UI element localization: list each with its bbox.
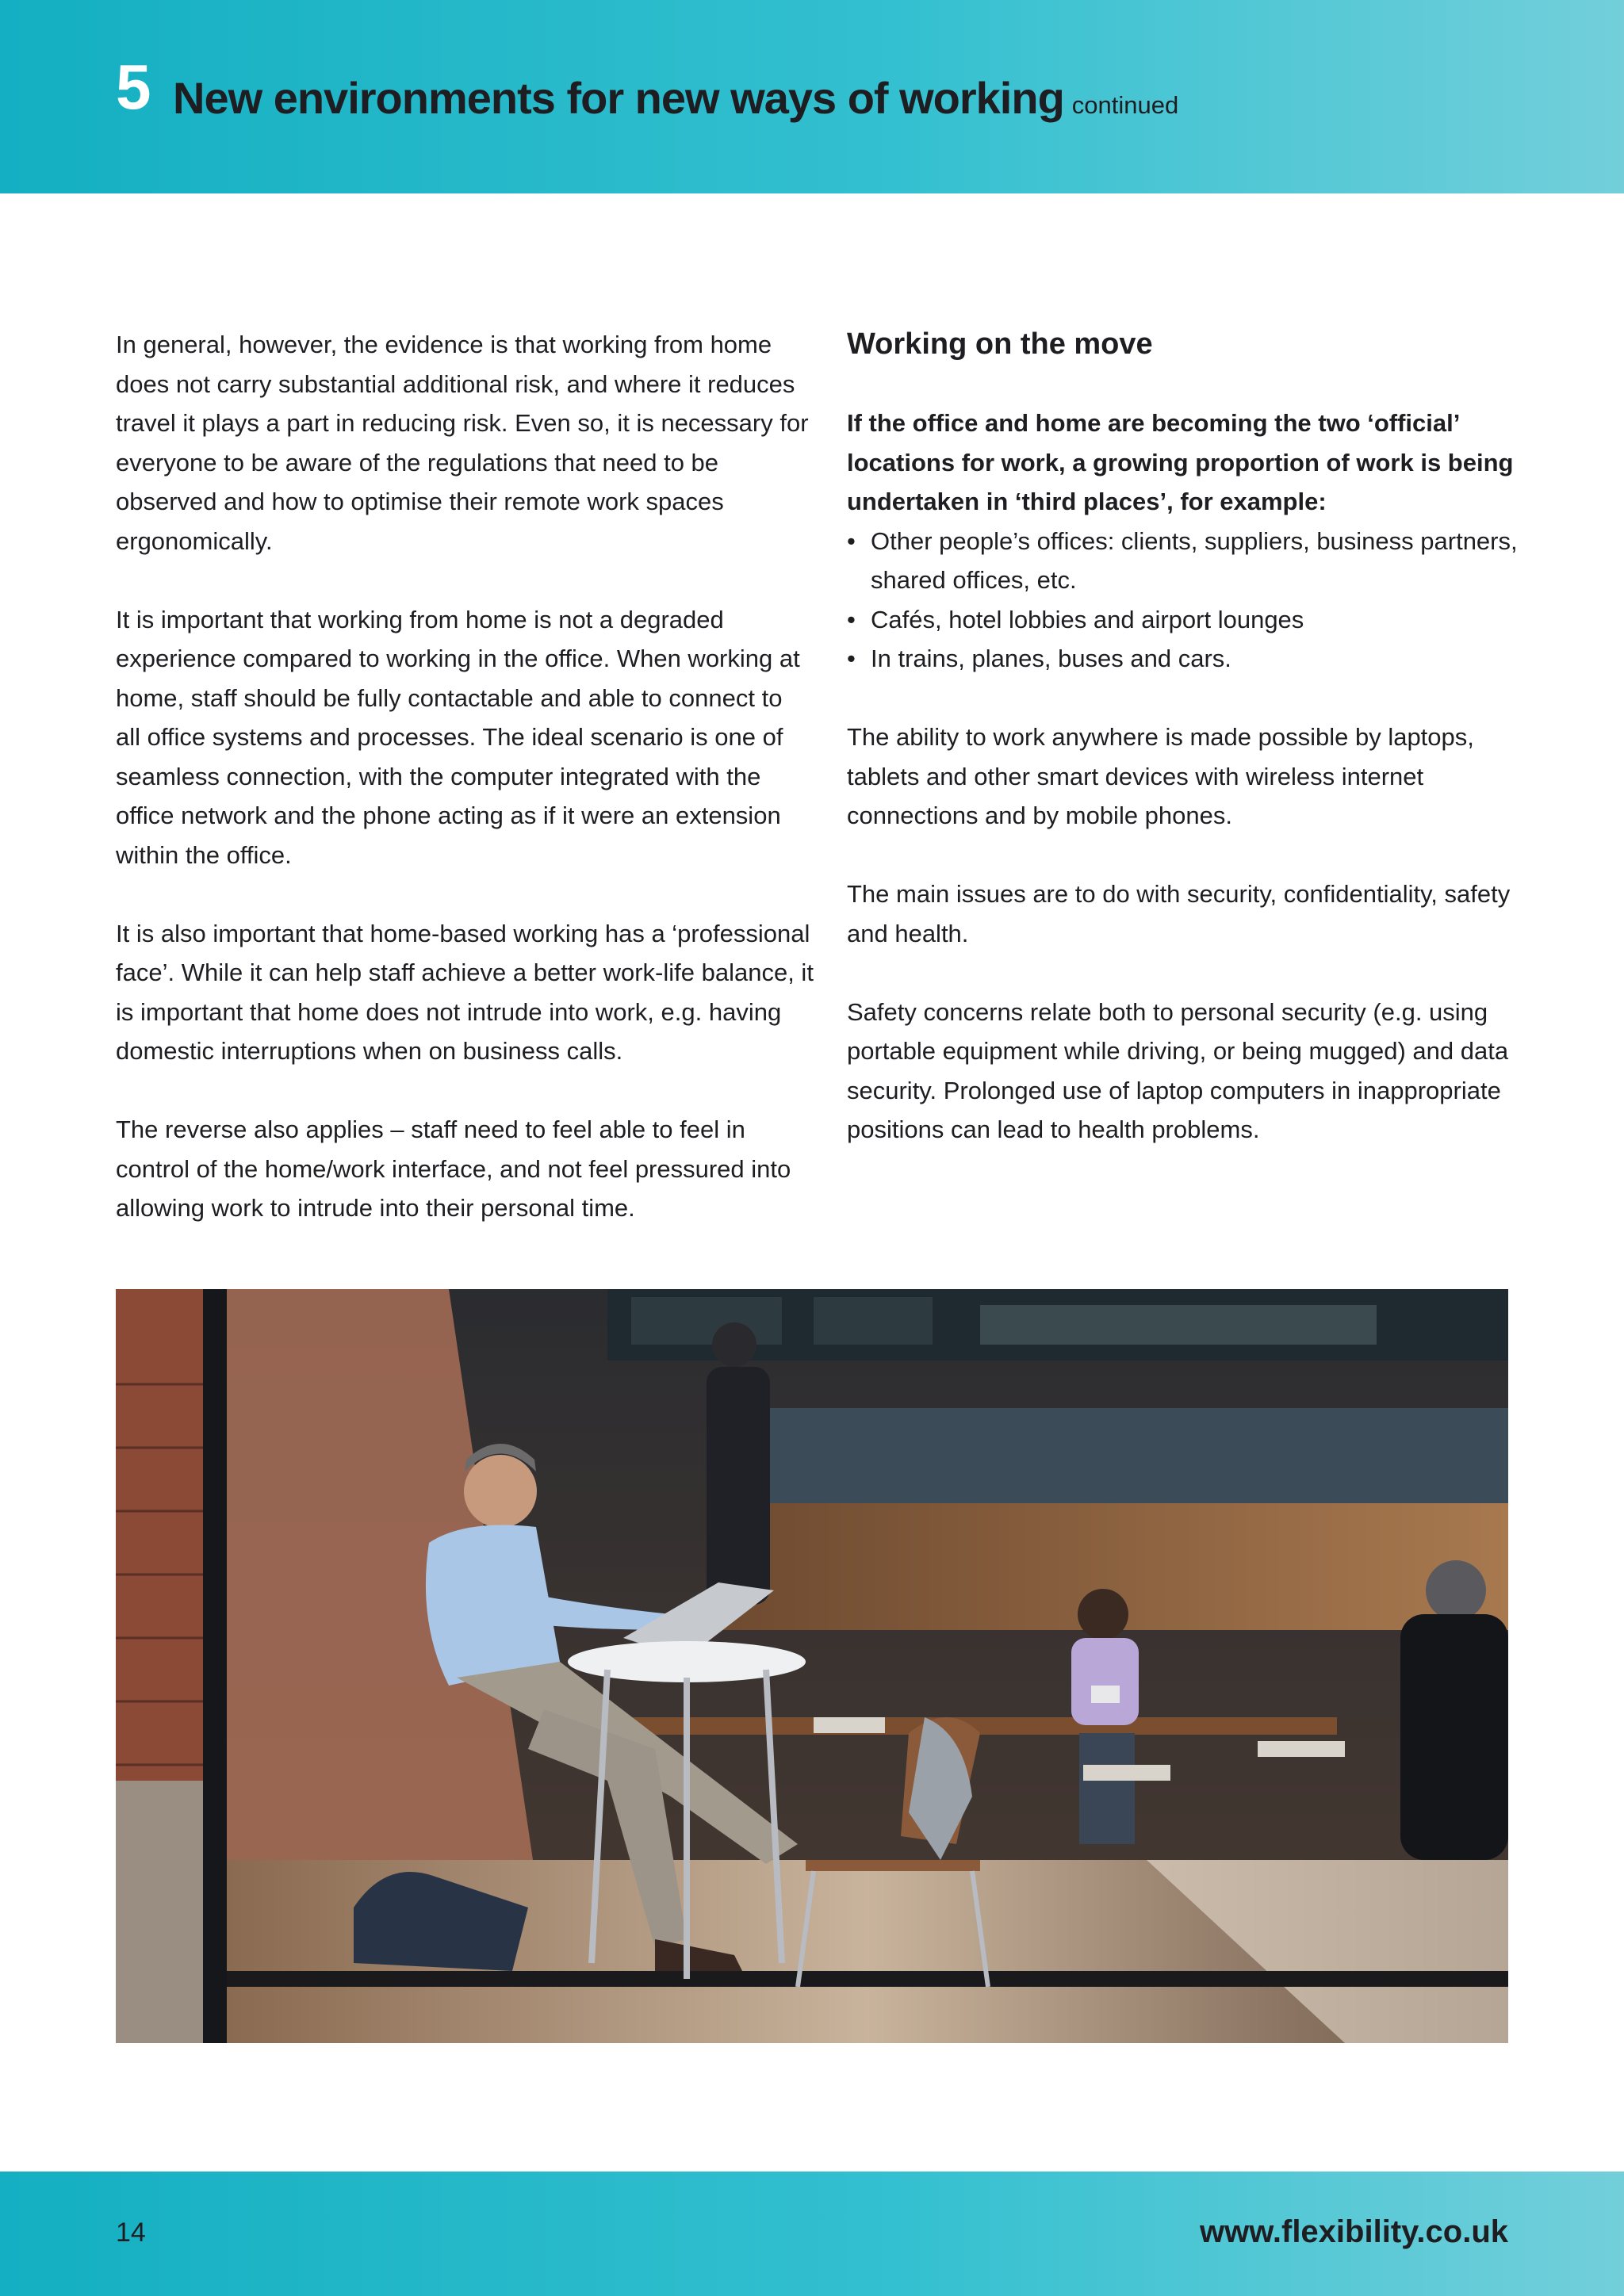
bullet-icon: • xyxy=(847,645,856,672)
section-heading: Working on the move xyxy=(847,327,1153,361)
bullet-icon: • xyxy=(847,605,856,633)
right-column xyxy=(847,325,1545,1188)
section-number: 5 xyxy=(116,52,151,122)
right-paragraph-3: Safety concerns relate both to personal security (e.g. using portable equipment while driving, or being mugged) and data security. Prolonged use of laptop computers in inappropriate positions can lead to health problems. xyxy=(847,997,1509,1143)
page-title-suffix: continued xyxy=(1071,91,1179,119)
menu-board xyxy=(631,1297,782,1345)
menu-board xyxy=(814,1297,933,1345)
header-band xyxy=(0,0,1624,193)
stone-base xyxy=(116,1781,203,2043)
cafe-photo xyxy=(116,1289,1508,2043)
left-paragraph-2: It is important that working from home is not a degraded experience compared to working in the office. When working at home, staff should be fully contactable and able to connect to all office systems and processes. The ideal scenario is one of seamless connection, with the computer integrated with the office network and the phone acting as if it were an extension within the office. xyxy=(116,605,800,869)
lead-paragraph: If the office and home are becoming the two ‘official’ locations for work, a growing proportion of work is being undertaken in ‘third places’, for example: xyxy=(847,409,1514,515)
page-title-text: New environments for new ways of working xyxy=(173,73,1064,123)
list-item xyxy=(847,600,1545,640)
third-places-list xyxy=(847,522,1545,679)
list-item xyxy=(847,522,1545,600)
left-paragraph-3: It is also important that home-based working has a ‘professional face’. While it can help staff achieve a better work-life balance, it is important that home does not intrude into work, e.g. having domestic interruptions when on business calls. xyxy=(116,919,814,1065)
footer-band xyxy=(0,2172,1624,2296)
window-sill xyxy=(227,1971,1508,1987)
page-title xyxy=(173,73,1179,123)
counter-display xyxy=(734,1408,1508,1503)
list-item xyxy=(847,639,1545,679)
window-frame xyxy=(203,1289,227,2043)
bullet-icon: • xyxy=(847,526,856,555)
menu-board xyxy=(980,1305,1377,1345)
right-paragraph-1: The ability to work anywhere is made possible by laptops, tablets and other smart devices with wireless internet connections and by mobile phones. xyxy=(847,723,1474,829)
cafe-photo-illustration xyxy=(116,1289,1508,2043)
list-item-text: Other people’s offices: clients, suppliers, business partners, shared offices, etc. xyxy=(871,526,1518,594)
list-item-text: Cafés, hotel lobbies and airport lounges xyxy=(871,605,1304,633)
left-column xyxy=(116,325,814,1267)
website-link[interactable]: www.flexibility.co.uk xyxy=(1200,2214,1508,2249)
left-paragraph-1: In general, however, the evidence is that working from home does not carry substantial additional risk, and where it reduces travel it plays a part in reducing risk. Even so, it is necessary for everyone to be aware of the regulations that need to be observed and how to optimise their remote work spaces ergonomically. xyxy=(116,331,809,555)
list-item-text: In trains, planes, buses and cars. xyxy=(871,645,1231,672)
page-number: 14 xyxy=(116,2218,146,2248)
right-paragraph-2: The main issues are to do with security, confidentiality, safety and health. xyxy=(847,880,1511,947)
left-paragraph-4: The reverse also applies – staff need to feel able to feel in control of the home/work interface, and not feel pressured into allowing work to intrude into their personal time. xyxy=(116,1115,791,1222)
